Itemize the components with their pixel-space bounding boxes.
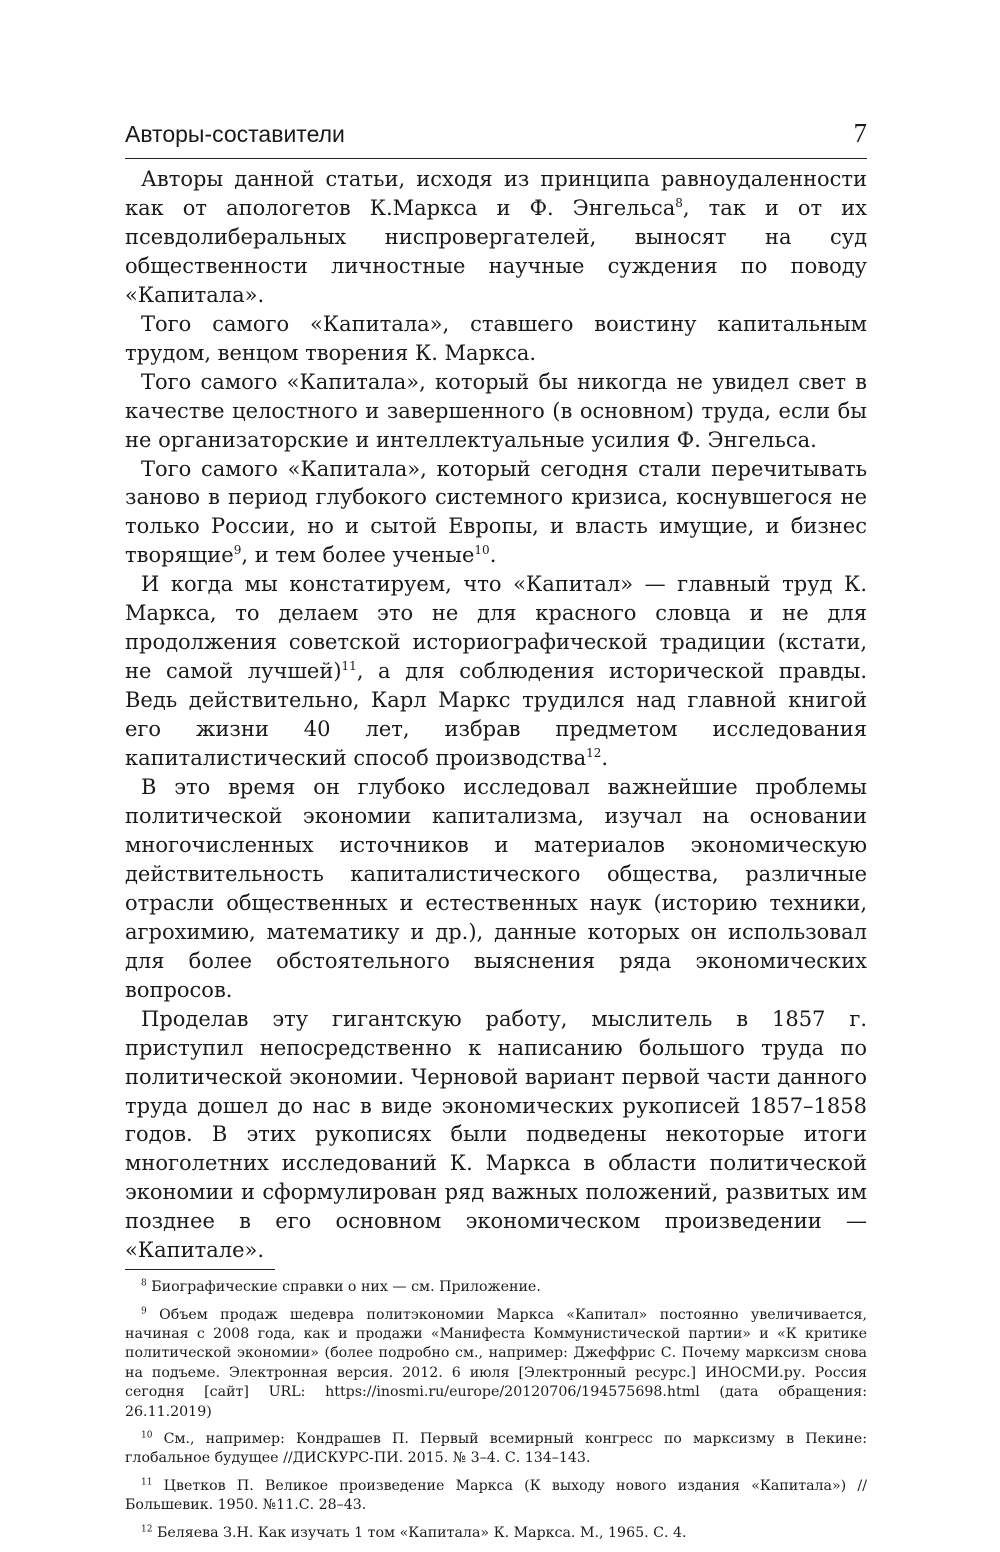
footnote-number: 12 xyxy=(141,1523,153,1534)
footnote-ref: 8 xyxy=(675,195,683,210)
footnote-number: 9 xyxy=(141,1305,147,1316)
page-number: 7 xyxy=(853,118,867,148)
header-rule xyxy=(125,158,867,159)
footnote-ref: 12 xyxy=(586,746,602,761)
paragraph: И когда мы констатируем, что «Капитал» — главный труд К. Маркса, то делаем это не для красного словца и не для продолжения советской историографической традиции (кстати, не самой лучшей)$^{11}$, а для соблюдения исторической правды. Ведь действительно, Карл Маркс трудился над главной книгой его жизни 40 лет, избрав предметом исследования капиталистический способ производства$^{12}$. xyxy=(125,572,867,771)
footnote: $^{12}$ Беляева З.Н. Как изучать 1 том «Капитала» К. Маркса. М., 1965. С. 4. xyxy=(141,1523,687,1541)
footnote-ref: 10 xyxy=(474,543,490,558)
footnote-number: 11 xyxy=(141,1477,153,1488)
footnote-number: 8 xyxy=(141,1278,147,1289)
paragraph: Того самого «Капитала», который бы никогда не увидел свет в качестве целостного и завершенного (в основном) труда, если бы не организаторские и интеллектуальные усилия Ф. Энгельса. xyxy=(125,369,867,452)
running-title: Авторы-составители xyxy=(125,121,345,147)
paragraph: Того самого «Капитала», который сегодня стали перечитывать заново в период глубокого системного кризиса, коснувшегося не только России, но и сытой Европы, и власть имущие, и бизнес творящие$^9$, и тем более ученые$^{10}$. xyxy=(125,456,867,568)
footnote-number: 10 xyxy=(141,1430,153,1441)
paragraph: Проделав эту гигантскую работу, мыслитель в 1857 г. приступил непосредственно к написанию большого труда по политической экономии. Черновой вариант первой части данного труда дошел до нас в виде экономических рукописей 1857–1858 годов. В этих рукописях были подведены некоторые итоги многолетних исследований К. Маркса в области политической экономии и сформулирован ряд важных положений, развитых им позднее в его основном экономическом произведении — «Капитале». xyxy=(125,1006,867,1263)
footnote-rule xyxy=(125,1269,275,1270)
paragraph: Авторы данной статьи, исходя из принципа равноудаленности как от апологетов К.Маркса и Ф. Энгельса$^8$, так и от их псевдолиберальных ниспровергателей, выносят на суд общественности личностные научные суждения по поводу «Капитала». xyxy=(125,167,867,307)
footnote: $^8$ Биографические справки о них — см. Приложение. xyxy=(141,1278,541,1296)
running-head xyxy=(125,118,867,156)
footnote: $^{11}$ Цветков П. Великое произведение Маркса (К выходу нового издания «Капитала») // Большевик. 1950. №11.С. 28–43. xyxy=(125,1477,867,1514)
footnotes xyxy=(125,1278,867,1543)
paragraph: Того самого «Капитала», ставшего воистину капитальным трудом, венцом творения К. Маркса. xyxy=(125,311,867,365)
paragraph: В это время он глубоко исследовал важнейшие проблемы политической экономии капитализма, изучал на основании многочисленных источников и материалов экономическую действительность капиталистического общества, различные отрасли общественных и естественных наук (историю техники, агрохимию, математику и др.), данные которых он использовал для более обстоятельного выяснения ряда экономических вопросов. xyxy=(125,775,867,1002)
footnote-ref: 9 xyxy=(233,543,242,558)
book-page xyxy=(125,118,867,1551)
footnote: $^9$ Объем продаж шедевра политэкономии Маркса «Капитал» постоянно увеличивается, начиная с 2008 года, как и продажи «Манифеста Коммунистической партии» и «К критике политической экономии» (более подробно см., например: Джеффрис С. Почему марксизм снова на подъеме. Электронная версия. 2012. 6 июля [Электронный ресурс.] ИНОСМИ.ру. Россия сегодня [сайт] URL: https://inosmi.ru/europe/20120706/194575698.html (дата обращения: 26.11.2019) xyxy=(125,1305,867,1420)
footnote-ref: 11 xyxy=(341,659,357,674)
footnote: $^{10}$ См., например: Кондрашев П. Первый всемирный конгресс по марксизму в Пекине: глобальное будущее //ДИСКУРС-ПИ. 2015. № 3–4. С. 134–143. xyxy=(125,1430,867,1467)
main-text xyxy=(125,165,867,1265)
